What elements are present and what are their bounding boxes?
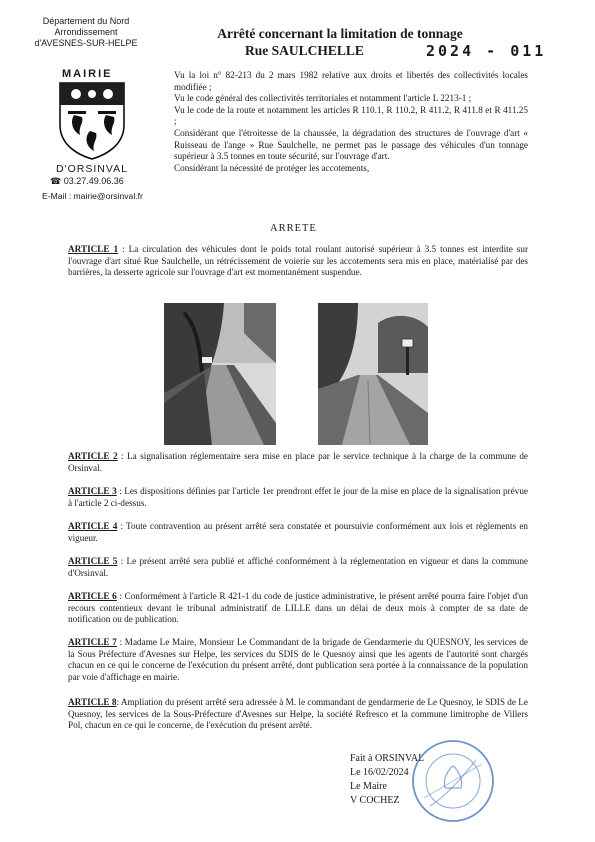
signature-date: Le 16/02/2024: [350, 767, 409, 778]
town-name: D'ORSINVAL: [56, 163, 128, 175]
article-label: ARTICLE 6: [68, 591, 117, 601]
title-line-1: Arrêté concernant la limitation de tonnage: [217, 26, 463, 41]
signature-name: V COCHEZ: [350, 795, 400, 806]
email-line: E-Mail : mairie@orsinval.fr: [42, 191, 143, 201]
arrondissement-line: Arrondissement: [54, 27, 118, 37]
article-text: : Conformément à l'article R 421-1 du code de justice administrative, le présent arrêté pourra faire l'objet d'un recours contentieux devant le tribunal administratif de LILLE dans un délai de deux mois à compter de sa date de notification ou de publication.: [68, 591, 528, 625]
article-4: [68, 521, 528, 544]
article-label: ARTICLE 8: [68, 697, 117, 707]
considerant-3: Vu le code de la route et notamment les articles R 110.1, R 110.2, R 411.2, R 411.8 et R 411.25 ;: [174, 104, 528, 127]
article-label: ARTICLE 3: [68, 486, 117, 496]
arrete-number: 2024 - 011: [426, 42, 547, 60]
document-title: [175, 26, 505, 42]
signature-role: Le Maire: [350, 781, 387, 792]
article-text: : La circulation des véhicules dont le poids total roulant autorisé supérieur à 3.5 tonnes est interdite sur l'ouvrage d'art situé Rue Saulchelle, un rétrécissement de voierie sur les accotements sera mis en place, matérialisé par des barrières, la desserte agricole sur l'ouvrage d'art est momentanément suspendue.: [68, 244, 529, 278]
article-label: ARTICLE 2: [68, 451, 118, 461]
considerant-5: Considérant la nécessité de protéger les accotements,: [174, 162, 370, 173]
road-photo: [164, 303, 276, 445]
considerant-4: Considérant que l'étroitesse de la chaussée, la dégradation des structures de l'ouvrage d'art « Ruisseau de l'ange » Rue Saulchelle, ne permet pas le passage des véhicules d'un tonnage supérieur à 3.5 tonnes en toute sécurité, sur l'ouvrage d'art.: [174, 127, 528, 162]
article-label: ARTICLE 7: [68, 637, 117, 647]
article-text: : Madame Le Maire, Monsieur Le Commandant de la brigade de Gendarmerie du QUESNOY, les services de la Sous Préfecture d'Avesnes sur Helpe, les services du SDIS de le Quesnoy ainsi que les agents de l'autorité sont chargés chacun en ce qui le concerne de l'exécution du présent arrêté, dont publication sera portée à la connaissance de la population par voie d'affichage en mairie.: [68, 637, 528, 682]
phone-row: [50, 176, 124, 187]
article-text: : La signalisation réglementaire sera mise en place par le service technique à la charge de la commune de Orsinval.: [68, 451, 528, 473]
article-5: [68, 556, 528, 579]
article-label: ARTICLE 4: [68, 521, 118, 531]
mairie-label: MAIRIE: [62, 68, 113, 80]
phone-icon: ☎: [50, 176, 62, 186]
considerant-1: Vu la loi n° 82-213 du 2 mars 1982 relative aux droits et libertés des collectivités locales modifiée ;: [174, 70, 528, 92]
title-line-2: Rue SAULCHELLE: [245, 43, 364, 58]
phone-number: 03.27.49.06.36: [63, 176, 124, 186]
road-photo: [318, 303, 428, 445]
article-text: : Le présent arrêté sera publié et affiché conformément à la réglementation en vigueur et dans la commune d'Orsinval.: [68, 556, 528, 578]
department-line: Département du Nord: [42, 16, 130, 26]
sender-block: [30, 16, 142, 49]
article-text: : Toute contravention au présent arrêté sera constatée et poursuivie conformément aux lois et règlements en vigueur.: [68, 521, 528, 543]
arrondissement-name: d'AVESNES-SUR-HELPE: [34, 38, 138, 48]
considerants-block: [174, 70, 528, 174]
article-text: : Ampliation du présent arrêté sera adressée à M. le commandant de gendarmerie de Le Quesnoy, le SDIS de Le Quesnoy, les services de la Sous-Préfecture d'Avesnes sur Helpe, la société Refresco et la commune limitrophe de Villers Pol, chacun en ce qui le concerne, de l'exécution du présent arrêté.: [68, 697, 528, 731]
article-1: [68, 244, 528, 279]
article-2: [68, 451, 528, 474]
article-text: : Les dispositions définies par l'article 1er prendront effet le jour de la mise en place de la signalisation prévue à l'article 2 ci-dessus.: [68, 486, 528, 508]
article-label: ARTICLE 1: [68, 244, 119, 254]
coat-of-arms-icon: [58, 81, 126, 161]
article-8: [68, 697, 528, 732]
official-stamp: [410, 738, 496, 824]
considerant-2: Vu le code général des collectivités territoriales et notamment l'article L 2213-1 ;: [174, 93, 472, 104]
article-3: [68, 486, 528, 509]
arrete-heading: ARRETE: [270, 223, 317, 234]
signature-place: Fait à ORSINVAL: [350, 753, 425, 764]
article-6: [68, 591, 528, 626]
article-7: [68, 637, 528, 683]
article-label: ARTICLE 5: [68, 556, 118, 566]
